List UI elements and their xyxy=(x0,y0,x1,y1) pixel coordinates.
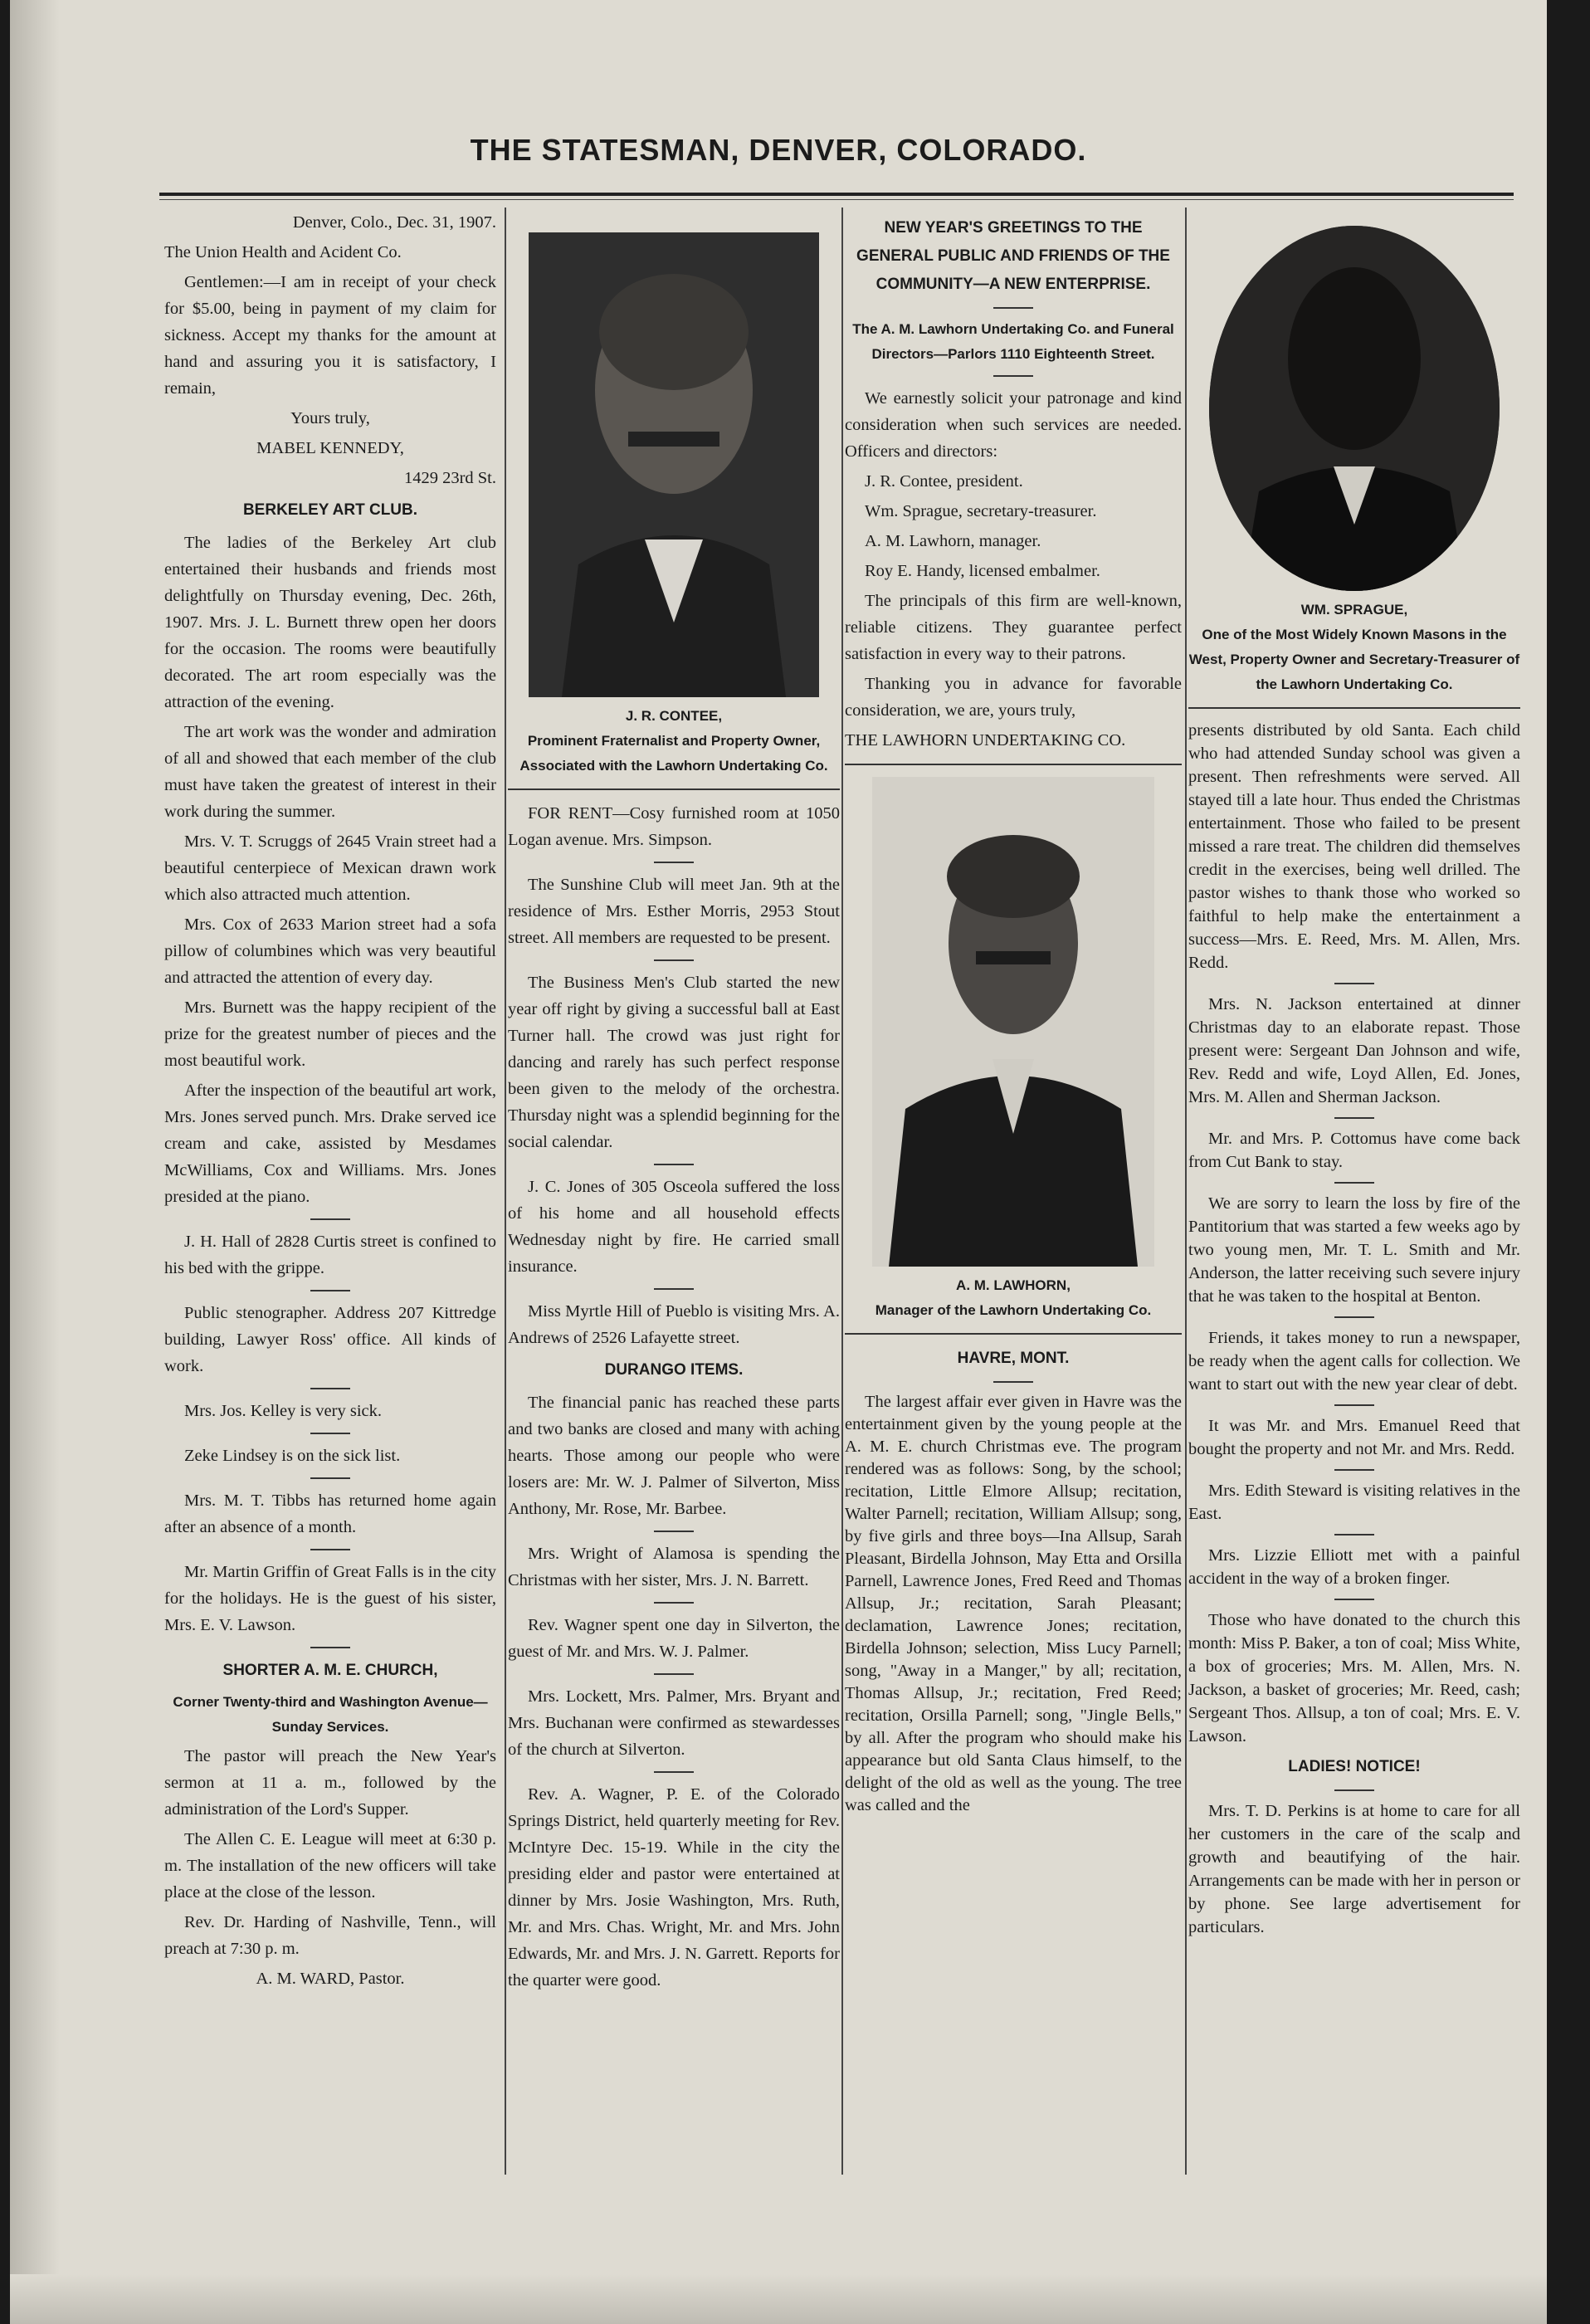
greetings-subheading: The A. M. Lawhorn Undertaking Co. and Funeral Directors—Parlors 1110 Eighteenth Street. xyxy=(852,321,1174,362)
portrait-photo-contee xyxy=(529,232,819,697)
news-item: It was Mr. and Mrs. Emanuel Reed that bought the property and not Mr. and Mrs. Redd. xyxy=(1188,1417,1520,1458)
berkeley-paragraph: Mrs. Burnett was the happy recipient of the prize for the greatest number of pieces and the most beautiful work. xyxy=(164,998,496,1070)
column-divider xyxy=(1185,208,1187,2175)
masthead-rule-thin xyxy=(159,199,1514,200)
news-item: FOR RENT—Cosy furnished room at 1050 Logan avenue. Mrs. Simpson. xyxy=(508,804,840,849)
news-item: Those who have donated to the church this month: Miss P. Baker, a ton of coal; Miss White, a box of groceries; Mrs. M. Allen, Mrs. N. Jackson, a basket of groceries; Mr. Reed, cash; Sergeant Thos. Allsup, a ton of coal; Mrs. E. V. Lawson. xyxy=(1188,1611,1520,1745)
berkeley-paragraph: After the inspection of the beautiful art work, Mrs. Jones served punch. Mrs. Drake served ice cream and cake, assisted by Mesdames McWilliams, Cox and Williams. Mrs. Jones presided at the piano. xyxy=(164,1081,496,1206)
section-rule xyxy=(845,764,1182,765)
news-item: Public stenographer. Address 207 Kittredge building, Lawyer Ross' office. All kinds of work. xyxy=(164,1304,496,1375)
officer: J. R. Contee, president. xyxy=(865,472,1023,491)
item-divider xyxy=(993,1381,1033,1383)
item-divider xyxy=(1334,1789,1374,1791)
news-item: The Sunshine Club will meet Jan. 9th at the residence of Mrs. Esther Morris, 2953 Stout street. All members are requested to be present. xyxy=(508,876,840,947)
newspaper-page xyxy=(10,0,1547,2324)
news-item: Mrs. M. T. Tibbs has returned home again after an absence of a month. xyxy=(164,1492,496,1536)
sprague-caption: One of the Most Widely Known Masons in the West, Property Owner and Secretary-Treasurer of the Lawhorn Undertaking Co. xyxy=(1188,627,1520,692)
masthead-rule xyxy=(159,193,1514,196)
letter-closing: Yours truly, xyxy=(290,409,370,427)
officer: A. M. Lawhorn, manager. xyxy=(865,532,1041,550)
officer: Wm. Sprague, secretary-treasurer. xyxy=(865,502,1097,520)
item-divider xyxy=(654,1673,694,1675)
column-3 xyxy=(845,209,1182,1820)
news-item: Friends, it takes money to run a newspaper, be ready when the agent calls for collection. We want to start out with the new year clear of debt. xyxy=(1188,1329,1520,1394)
column-1 xyxy=(164,209,496,1995)
column-2 xyxy=(508,209,840,1997)
news-item: J. H. Hall of 2828 Curtis street is confined to his bed with the grippe. xyxy=(164,1233,496,1277)
greetings-signature: THE LAWHORN UNDERTAKING CO. xyxy=(845,731,1126,749)
item-divider xyxy=(993,375,1033,377)
greetings-thanks: Thanking you in advance for favorable consideration, we are, yours truly, xyxy=(845,675,1182,720)
column-divider xyxy=(841,208,843,2175)
letter xyxy=(164,209,496,491)
havre-heading: HAVRE, MONT. xyxy=(957,1350,1070,1367)
news-item: Mrs. Jos. Kelley is very sick. xyxy=(184,1402,383,1420)
ladies-heading: LADIES! NOTICE! xyxy=(1288,1758,1421,1775)
item-divider xyxy=(1334,983,1374,984)
durango-paragraph: The financial panic has reached these parts and two banks are closed and many with aching hearts. Those among our people who were losers are: Mr. W. J. Palmer of Silverton, Miss Anthony, Mr. Rose, Mr. Barbee. xyxy=(508,1394,840,1518)
durango-heading: DURANGO ITEMS. xyxy=(604,1361,744,1379)
greetings-heading: NEW YEAR'S GREETINGS TO THE GENERAL PUBLIC AND FRIENDS OF THE COMMUNITY—A NEW ENTERPRISE. xyxy=(856,219,1170,293)
masthead: THE STATESMAN, DENVER, COLORADO. xyxy=(470,133,1087,167)
berkeley-paragraph: The art work was the wonder and admiration of all and showed that each member of the club must have taken the greatest of interest in their work during the summer. xyxy=(164,723,496,821)
news-item: Mrs. Lizzie Elliott met with a painful accident in the way of a broken finger. xyxy=(1188,1546,1520,1588)
letter-dateline: Denver, Colo., Dec. 31, 1907. xyxy=(292,213,496,232)
letter-body: Gentlemen:—I am in receipt of your check for $5.00, being in payment of my claim for sickness. Accept my thanks for the amount at hand and assuring you it is satisfactory, I remain, xyxy=(164,273,496,398)
durango-paragraph: Mrs. Lockett, Mrs. Palmer, Mrs. Bryant and Mrs. Buchanan were confirmed as stewardesses of the church at Silverton. xyxy=(508,1687,840,1759)
item-divider xyxy=(1334,1117,1374,1119)
portrait-photo-lawhorn xyxy=(872,777,1154,1267)
news-item: Mr. and Mrs. P. Cottomus have come back from Cut Bank to stay. xyxy=(1188,1130,1520,1171)
havre-continuation: presents distributed by old Santa. Each child who had attended Sunday school was given a present. Then refreshments were served. All stayed till a late hour. Thus ended the Christmas entertainment. Those who failed to be present missed a rare treat. The children did themselves credit in the exercises, being well drilled. The pastor wishes to thank those who worked so faithful to help make the entertainment a success—Mrs. E. Reed, Mrs. M. Allen, Mrs. Redd. xyxy=(1188,721,1520,972)
church-subheading: Corner Twenty-third and Washington Avenue—Sunday Services. xyxy=(173,1694,488,1735)
berkeley-paragraph: Mrs. Cox of 2633 Marion street had a sofa pillow of columbines which was very beautiful and attracted the attention of every day. xyxy=(164,915,496,987)
durango-paragraph: Mrs. Wright of Alamosa is spending the Christmas with her sister, Mrs. J. N. Barrett. xyxy=(508,1545,840,1589)
news-item: Zeke Lindsey is on the sick list. xyxy=(184,1447,401,1465)
greetings-principals: The principals of this firm are well-known, reliable citizens. They guarantee perfect satisfaction in every way to their patrons. xyxy=(845,592,1182,663)
letter-name: MABEL KENNEDY, xyxy=(256,439,404,457)
church-heading: SHORTER A. M. E. CHURCH, xyxy=(222,1662,438,1679)
berkeley-paragraph: Mrs. V. T. Scruggs of 2645 Vrain street had a beautiful centerpiece of Mexican drawn work which also attracted much attention. xyxy=(164,832,496,904)
item-divider xyxy=(310,1433,350,1434)
item-divider xyxy=(654,862,694,863)
berkeley-heading: BERKELEY ART CLUB. xyxy=(242,501,418,519)
letter-addressee: The Union Health and Acident Co. xyxy=(164,243,402,261)
item-divider xyxy=(310,1388,350,1389)
item-divider xyxy=(1334,1599,1374,1600)
item-divider xyxy=(310,1290,350,1291)
item-divider xyxy=(654,1164,694,1165)
news-item: The Business Men's Club started the new year off right by giving a successful ball at East Turner hall. The crowd was just right for dancing and rarely has such perfect response been given to the melody of the orchestra. Thursday night was a splendid beginning for the social calendar. xyxy=(508,974,840,1151)
item-divider xyxy=(310,1647,350,1648)
news-item: J. C. Jones of 305 Osceola suffered the loss of his home and all household effects Wednesday night by fire. He carried small insurance. xyxy=(508,1178,840,1276)
item-divider xyxy=(993,307,1033,309)
contee-caption: Prominent Fraternalist and Property Owner, Associated with the Lawhorn Undertaking Co. xyxy=(519,733,828,774)
contee-caption-name: J. R. CONTEE, xyxy=(625,708,723,724)
havre-paragraph: The largest affair ever given in Havre was the entertainment given by the young people at the A. M. E. church Christmas eve. The program rendered was as follows: Song, by the school; recitation, Little Elmore Allsup; recitation, Walter Parnell; recitation, William Allsup; song, by five girls and three boys—Ina Allsup, Sarah Pleasant, Birdella Johnson, May Etta and Orsilla Parnell, Lawrence Jones, Fred Reed and Thomas Allsup, Jr.; recitation, Sarah Pleasant; declamation, Lawrence Jones; recitation, Birdella Johnson; selection, Miss Lucy Parnell; song, "Away in a Manger," by all; recitation, Thomas Allsup, Jr.; recitation, Fred Reed; recitation, Orsilla Parnell; song, "Jingle Bells," by all. After the program who should make his appearance but old Santa Claus himself, to the delight of the old as well as the young. The tree was called and the xyxy=(845,1393,1182,1814)
lawhorn-caption-name: A. M. LAWHORN, xyxy=(956,1277,1071,1293)
column-divider xyxy=(505,208,506,2175)
greetings-intro: We earnestly solicit your patronage and kind consideration when such services are needed. Officers and directors: xyxy=(845,389,1182,461)
item-divider xyxy=(654,1531,694,1532)
item-divider xyxy=(1334,1534,1374,1536)
news-item: Mrs. Edith Steward is visiting relatives in the East. xyxy=(1188,1482,1520,1523)
news-item: Mr. Martin Griffin of Great Falls is in the city for the holidays. He is the guest of his sister, Mrs. E. V. Lawson. xyxy=(164,1563,496,1634)
item-divider xyxy=(654,1288,694,1290)
berkeley-paragraph: The ladies of the Berkeley Art club entertained their husbands and friends most delightfully on Thursday evening, Dec. 26th, 1907. Mrs. J. L. Burnett threw open her doors for the occasion. The rooms were beautifully decorated. The art room especially was the attraction of the evening. xyxy=(164,534,496,711)
item-divider xyxy=(654,1602,694,1604)
news-item: Miss Myrtle Hill of Pueblo is visiting Mrs. A. Andrews of 2526 Lafayette street. xyxy=(508,1302,840,1347)
ladies-notice: Mrs. T. D. Perkins is at home to care for all her customers in the care of the scalp and growth and beautifying of the hair. Arrangements can be made with her in person or by phone. See large advertisement for particulars. xyxy=(1188,1802,1520,1936)
column-4 xyxy=(1188,209,1520,1942)
item-divider xyxy=(654,959,694,961)
section-rule xyxy=(845,1333,1182,1335)
portrait-photo-sprague xyxy=(1209,226,1500,591)
item-divider xyxy=(654,1771,694,1773)
officer: Roy E. Handy, licensed embalmer. xyxy=(865,562,1100,580)
item-divider xyxy=(1334,1316,1374,1318)
letter-address: 1429 23rd St. xyxy=(403,469,496,487)
news-item: We are sorry to learn the loss by fire of the Pantitorium that was started a few weeks ago by two young men, Mr. T. L. Smith and Mr. Anderson, the latter receiving such severe injury that he was taken to the hospital at Benton. xyxy=(1188,1194,1520,1306)
sprague-caption-name: WM. SPRAGUE, xyxy=(1300,602,1408,618)
lawhorn-caption: Manager of the Lawhorn Undertaking Co. xyxy=(875,1302,1152,1318)
durango-paragraph: Rev. Wagner spent one day in Silverton, the guest of Mr. and Mrs. W. J. Palmer. xyxy=(508,1616,840,1661)
item-divider xyxy=(1334,1182,1374,1184)
news-item: Mrs. N. Jackson entertained at dinner Christmas day to an elaborate repast. Those present were: Sergeant Dan Johnson and wife, Rev. Redd and wife, Loyd Allen, Ed. Jones, Mrs. M. Allen and Sherman Jackson. xyxy=(1188,995,1520,1106)
church-paragraph: The pastor will preach the New Year's sermon at 11 a. m., followed by the administration of the Lord's Supper. xyxy=(164,1747,496,1819)
item-divider xyxy=(310,1549,350,1550)
church-signature: A. M. WARD, Pastor. xyxy=(256,1970,405,1988)
item-divider xyxy=(310,1477,350,1479)
durango-paragraph: Rev. A. Wagner, P. E. of the Colorado Springs District, held quarterly meeting for Rev. McIntyre Dec. 15-19. While in the city the presiding elder and pastor were entertained at dinner by Mrs. Josie Washington, Mrs. Ruth, Mr. and Mrs. Chas. Wright, Mr. and Mrs. John Edwards, Mr. and Mrs. J. N. Garrett. Reports for the quarter were good. xyxy=(508,1785,840,1990)
item-divider xyxy=(1334,1404,1374,1406)
church-paragraph: The Allen C. E. League will meet at 6:30 p. m. The installation of the new officers will take place at the close of the lesson. xyxy=(164,1830,496,1902)
item-divider xyxy=(1334,1469,1374,1471)
section-rule xyxy=(508,788,840,790)
church-paragraph: Rev. Dr. Harding of Nashville, Tenn., will preach at 7:30 p. m. xyxy=(164,1913,496,1958)
item-divider xyxy=(310,1218,350,1220)
section-rule xyxy=(1188,707,1520,709)
